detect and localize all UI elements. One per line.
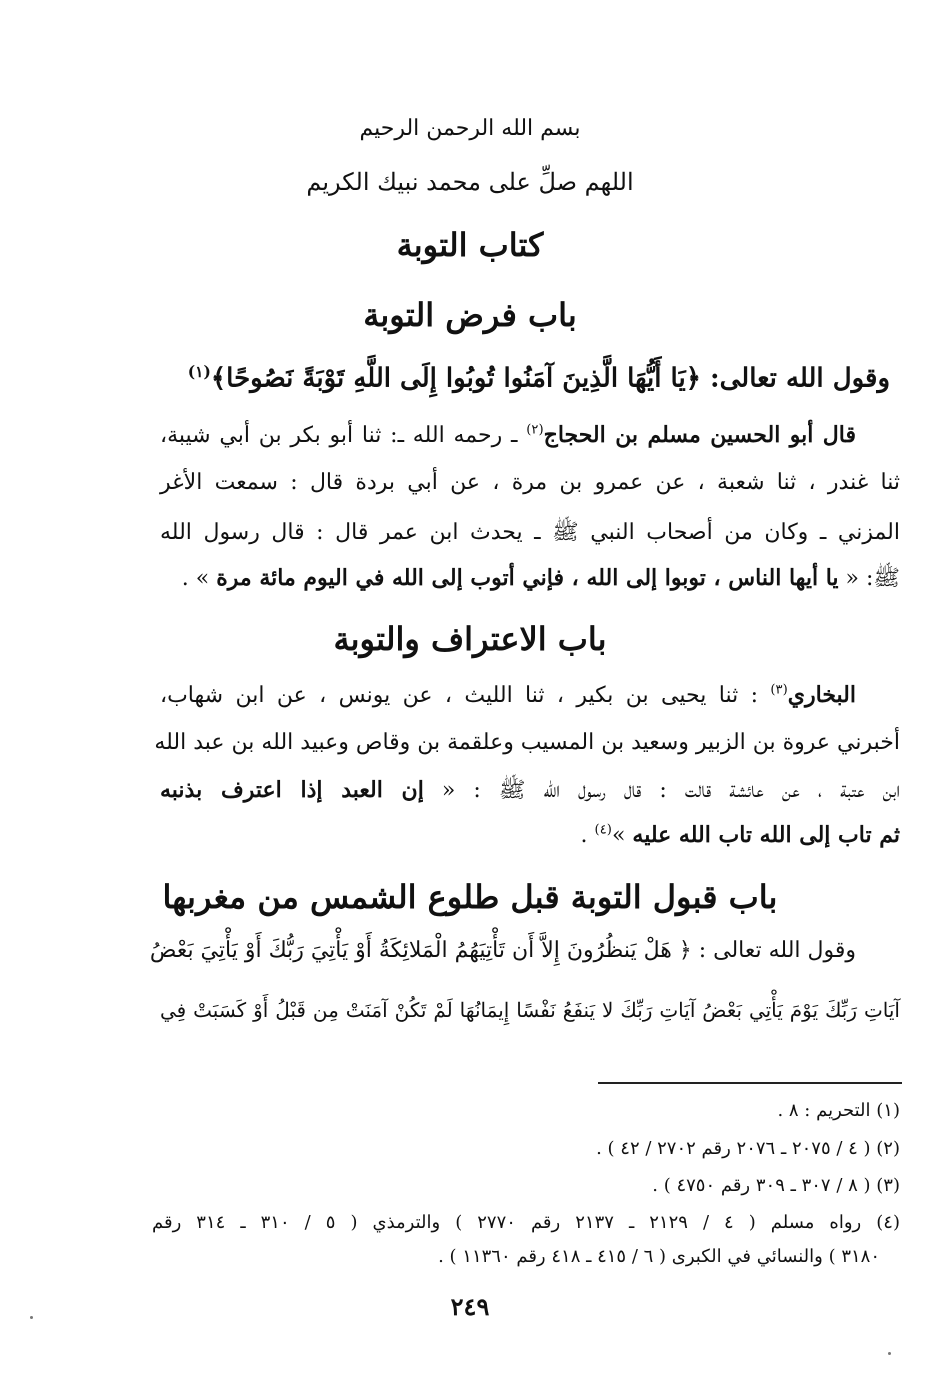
book-title: كتاب التوبة	[396, 226, 544, 264]
footnote-2: (٢) ( ٤ / ٢٠٧٥ ـ ٢٠٧٦ رقم ٢٧٠٢ / ٤٢ ) .	[596, 1138, 900, 1159]
footnote-ref-4: (٤)	[594, 822, 612, 838]
section-heading-1: باب فرض التوبة	[363, 296, 577, 334]
hadith2-line-4: ثم تاب إلى الله تاب الله عليه »$^{(٤)}$ .	[580, 822, 900, 848]
hadith-matn: يا أيها الناس ، توبوا إلى الله ، فإني أتوب إلى الله في اليوم مائة مرة	[216, 565, 839, 591]
footnote-ref-1: (١)	[187, 362, 211, 381]
hadith2-line-3: ابن عتبة ، عن عائشة قالت : قال رسول الله ﷺ : « إن العبد إذا اعترف بذنبه	[160, 777, 901, 803]
isnad-text: ـ رحمه الله ـ: ثنا أبو بكر بن أبي شيبة،	[160, 423, 518, 448]
hadith-line-1	[160, 422, 900, 448]
hadith2-line-1: البخاري$^{(٣)}$ : ثنا يحيى بن بكير ، ثنا الليث ، عن يونس ، عن ابن شهاب،	[160, 682, 900, 708]
scan-speck	[30, 1316, 33, 1319]
hadith2-line-2: أخبرني عروة بن الزبير وسعيد بن المسيب وعلقمة بن وقاص وعبيد الله بن عبد الله	[154, 730, 900, 755]
hadith-line-4: ﷺ: « يا أيها الناس ، توبوا إلى الله ، فإني أتوب إلى الله في اليوم مائة مرة » .	[181, 565, 900, 591]
section-heading-3: باب قبول التوبة قبل طلوع الشمس من مغربها	[162, 878, 778, 916]
verse2-line-2: آيَاتِ رَبِّكَ يَوْمَ يَأْتِي بَعْضُ آيَاتِ رَبِّكَ لا يَنفَعُ نَفْسًا إِيمَانُهَا لَمْ تَكُنْ آمَنَتْ مِن قَبْلُ أَوْ كَسَبَتْ فِي	[160, 998, 900, 1022]
footnote-1: (١) التحريم : ٨ .	[777, 1100, 900, 1121]
hadith-line-2: ثنا غندر ، ثنا شعبة ، عن عمرو بن مرة ، عن أبي بردة قال : سمعت الأغر	[160, 470, 900, 495]
hadith-line-3: المزني ـ وكان من أصحاب النبي ﷺ ـ يحدث ابن عمر قال : قال رسول الله	[160, 520, 900, 545]
footnote-ref-2: (٢)	[526, 422, 544, 438]
hadith2-matn-end: ثم تاب إلى الله تاب الله عليه	[632, 822, 900, 848]
source-name: البخاري	[787, 682, 856, 708]
footnote-ref-3: (٣)	[770, 682, 788, 698]
salawat-line: اللهم صلِّ على محمد نبيك الكريم	[306, 168, 634, 196]
basmala: بسم الله الرحمن الرحيم	[359, 116, 581, 141]
verse2-line-1	[149, 938, 900, 963]
verse-intro: وقول الله تعالى:	[710, 363, 890, 394]
scan-speck	[888, 1352, 891, 1355]
footnote-separator	[598, 1082, 902, 1084]
section-heading-2: باب الاعتراف والتوبة	[333, 620, 607, 658]
narrator-name: قال أبو الحسين مسلم بن الحجاج	[543, 422, 856, 448]
footnote-3: (٣) ( ٨ / ٣٠٧ ـ ٣٠٩ رقم ٤٧٥٠ ) .	[652, 1175, 900, 1196]
verse-intro-2: وقول الله تعالى :	[698, 938, 856, 963]
page-number: ٢٤٩	[450, 1292, 490, 1321]
verse-line	[150, 362, 890, 394]
quran-verse-2a: ﴿ هَلْ يَنظُرُونَ إِلاَّ أَن تَأْتِيَهُمُ الْمَلائِكَةُ أَوْ يَأْتِيَ رَبُّكَ أَوْ يَأْتِيَ بَعْضُ	[149, 938, 692, 963]
hadith2-matn-start: إن العبد إذا اعترف بذنبه	[160, 777, 424, 803]
quran-verse: ﴿يَا أَيُّهَا الَّذِينَ آمَنُوا تُوبُوا إِلَى اللَّهِ تَوْبَةً نَصُوحًا﴾	[210, 363, 701, 394]
footnote-4-cont: ٣١٨٠ ) والنسائي في الكبرى ( ٦ / ٤١٥ ـ ٤١٨ رقم ١١٣٦٠ ) .	[438, 1246, 880, 1267]
footnote-4: (٤) رواه مسلم ( ٤ / ٢١٢٩ ـ ٢١٣٧ رقم ٢٧٧٠ ) والترمذي ( ٥ / ٣١٠ ـ ٣١٤ رقم	[152, 1212, 900, 1233]
